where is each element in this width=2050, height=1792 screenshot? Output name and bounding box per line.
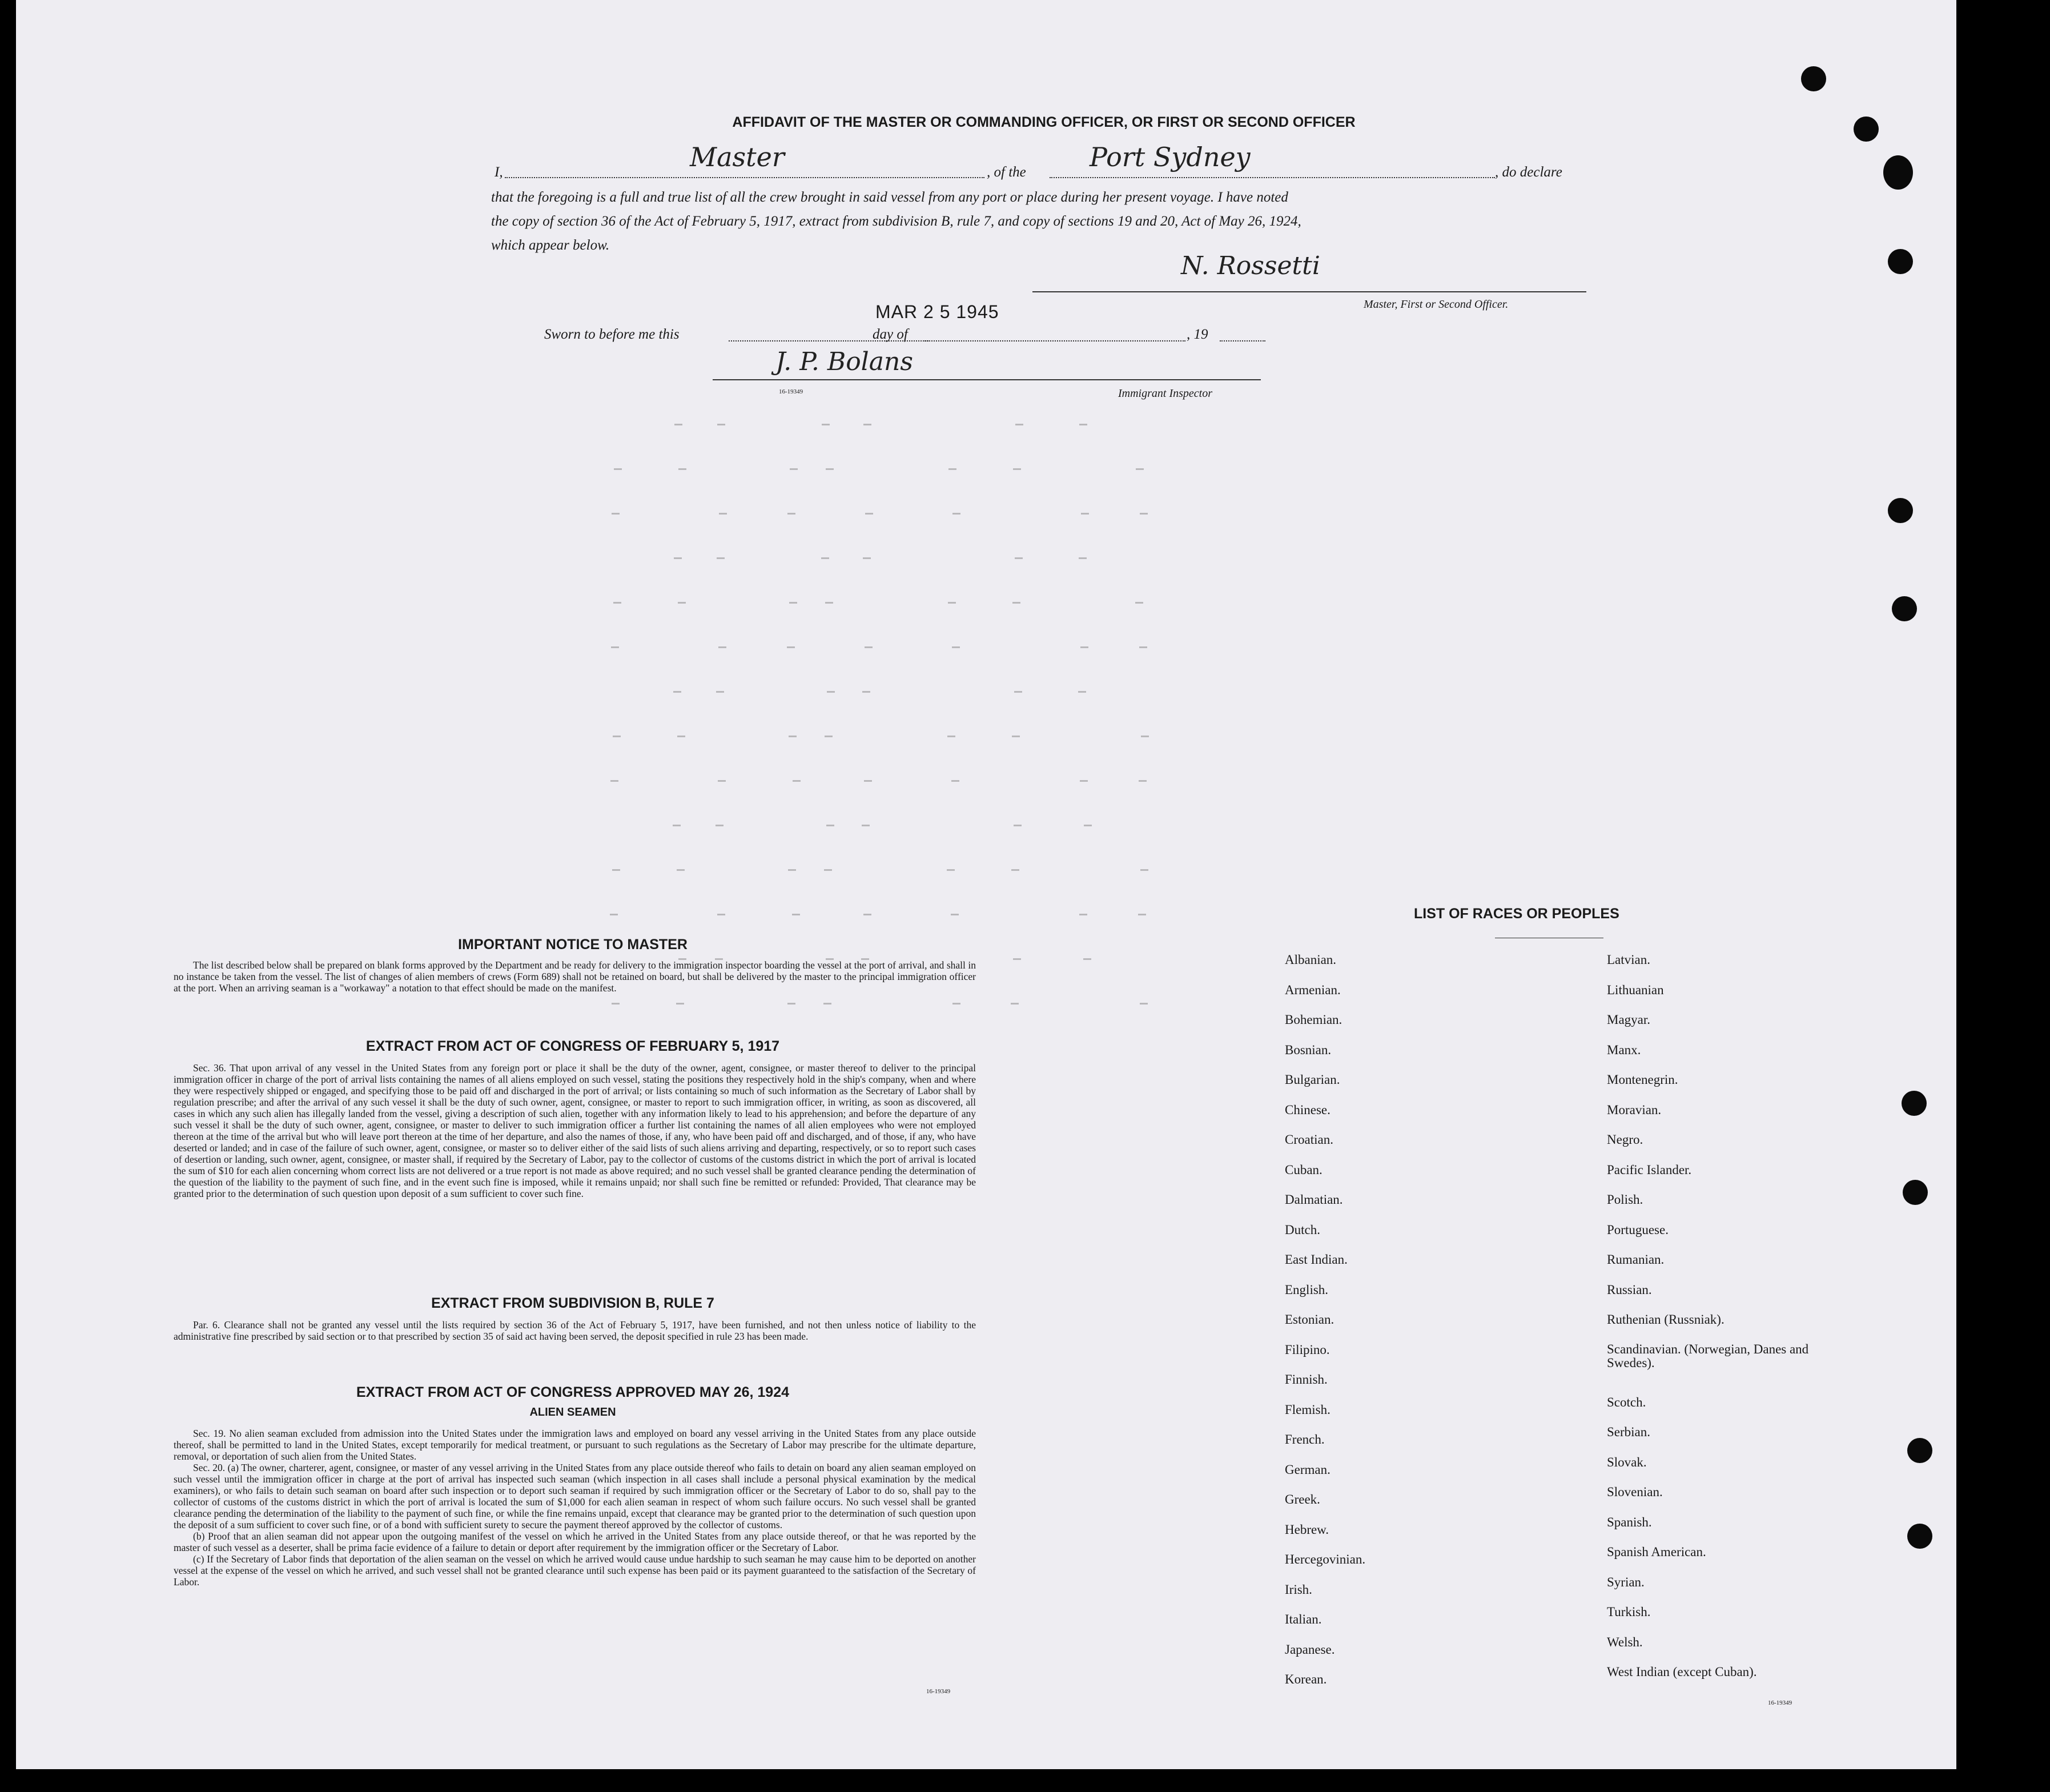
punch-hole: [1907, 1524, 1932, 1549]
sec36-paragraph: Sec. 36. That upon arrival of any vessel in the United States from any foreign port or place it shall be the duty of the owner, agent, consignee, or master thereof to deliver to the principal immigration officer in charge of the port of arrival lists containing the names of all aliens employed on such vessel, stating the positions they respectively hold in the ship's company, when and where they were respectively shipped or engaged, and specifying those to be paid off and discharged in the port of arrival; or lists containing so much of such information as the Secretary of Labor shall by regulation prescribe; and after the arrival of any such vessel it shall be the duty of such owner, agent, consignee, or master to report to such immigration officer, in writing, as soon as discovered, all cases in which any such alien has illegally landed from the vessel, giving a description of such alien, together with any information likely to lead to his apprehension; and before the departure of any such vessel it shall be the duty of such owner, agent, consignee, or master to deliver to such immigration officer a further list containing the names of all alien employees who were not employed thereon at the time of the arrival but who will leave port thereon at the time of her departure, and also the names of those, if any, who have been paid off and discharged, and of those, if any, who have deserted or landed; and in case of the failure of such owner, agent, consignee, or master so to deliver either of the said lists of such aliens arriving and departing, respectively, or so to report such cases of desertion or landing, such owner, agent, consignee, or master shall, if required by the Secretary of Labor, pay to the collector of customs of the customs district in which the port of arrival is located the sum of $10 for each alien concerning whom correct lists are not delivered or a true report is not made as above required; and no such vessel shall be granted clearance pending the determination of the question of the liability to the payment of such fine, and in the event such fine is imposed, while it remains unpaid; nor shall such fine be remitted or refunded: Provided, That clearance may be granted prior to the determination of such question upon deposit of a sum sufficient to cover such fine.: [174, 1062, 976, 1199]
race-item: Italian.: [1285, 1612, 1322, 1626]
inspector-caption: Immigrant Inspector: [1118, 387, 1212, 400]
punch-hole: [1892, 596, 1917, 621]
bleed-mark: [716, 825, 723, 826]
bleed-mark: [1136, 468, 1144, 470]
do-declare-label: , do declare: [1495, 164, 1562, 180]
race-item: Latvian.: [1607, 953, 1650, 967]
bleed-mark: [718, 780, 726, 782]
bleed-mark: [825, 602, 833, 604]
bleed-mark: [1140, 513, 1148, 515]
bleed-mark: [718, 646, 726, 648]
bleed-mark: [865, 513, 873, 515]
bleed-mark: [1079, 557, 1087, 559]
bleed-mark: [862, 691, 870, 693]
race-item: Slovenian.: [1607, 1485, 1663, 1499]
race-item: West Indian (except Cuban).: [1607, 1665, 1757, 1679]
bleed-mark: [789, 736, 797, 737]
form-number: 16-19349: [926, 1688, 951, 1695]
alien-seamen-subtitle: ALIEN SEAMEN: [529, 1406, 616, 1419]
bleed-mark: [1013, 468, 1021, 470]
bleed-mark: [1080, 780, 1088, 782]
bleed-mark: [677, 869, 685, 871]
race-item: Spanish American.: [1607, 1545, 1706, 1559]
bleed-mark: [612, 869, 620, 871]
bleed-mark: [1135, 602, 1143, 604]
par6-paragraph: Par. 6. Clearance shall not be granted any vessel until the lists required by section 36 of the Act of February 5, 1917, have been furnished, and not then unless notice of liability to the administrative fine prescribed by said section or to that prescribed by section 35 of said act having been served, the deposit specified in rule 23 has been made.: [174, 1319, 976, 1342]
master-signature: N. Rossetti: [1181, 251, 1320, 280]
day-of-label: day of: [873, 327, 908, 342]
punch-hole: [1903, 1180, 1928, 1205]
race-item: Chinese.: [1285, 1102, 1331, 1117]
punch-hole: [1907, 1438, 1932, 1463]
bleed-mark: [862, 825, 870, 826]
race-item: Finnish.: [1285, 1372, 1328, 1387]
affidavit-body-2: the copy of section 36 of the Act of February 5, 1917, extract from subdivision B, rule 7, and copy of sections 19 and 20, Act of May 26, 1924,: [491, 214, 1301, 229]
bleed-mark: [827, 691, 835, 693]
race-item: Croatian.: [1285, 1132, 1333, 1147]
bleed-mark: [1079, 424, 1087, 425]
form-number: 16-19349: [1768, 1699, 1792, 1706]
punch-hole: [1883, 155, 1913, 190]
race-item: Albanian.: [1285, 953, 1337, 967]
bleed-mark: [790, 468, 798, 470]
bleed-mark: [1083, 958, 1091, 960]
bleed-mark: [952, 513, 960, 515]
bleed-mark: [1078, 691, 1086, 693]
sworn-month-line: [923, 340, 1185, 341]
bleed-mark: [863, 557, 871, 559]
race-item: Greek.: [1285, 1492, 1320, 1506]
name-handwritten: Master: [690, 142, 785, 172]
bleed-mark: [1138, 914, 1146, 915]
race-item: Spanish.: [1607, 1514, 1652, 1529]
extract-rule7-title: EXTRACT FROM SUBDIVISION B, RULE 7: [431, 1295, 714, 1311]
bleed-mark: [823, 1003, 831, 1005]
bleed-mark: [1013, 958, 1021, 960]
bleed-mark: [787, 513, 795, 515]
race-item: Hebrew.: [1285, 1522, 1329, 1537]
bleed-mark: [1140, 869, 1148, 871]
extract-1917-text: [174, 1062, 976, 1199]
bleed-mark: [792, 914, 800, 915]
bleed-mark: [613, 602, 621, 604]
bleed-mark: [822, 424, 830, 425]
race-item: Bulgarian.: [1285, 1072, 1340, 1087]
punch-hole: [1801, 66, 1826, 91]
bleed-mark: [717, 914, 725, 915]
bleed-mark: [1014, 691, 1022, 693]
race-item: Montenegrin.: [1607, 1072, 1678, 1087]
sec20c-paragraph: (c) If the Secretary of Labor finds that deportation of the alien seaman on the vessel on which he arrived would cause undue hardship to such seaman he may cause him to be deported on another vessel at the expense of the vessel on which he arrived, and such vessel shall not be granted clearance until such expense has been paid or its payment guaranteed to the satisfaction of the Secretary of Labor.: [174, 1553, 976, 1588]
race-item: Lithuanian: [1607, 982, 1664, 997]
bleed-mark: [610, 914, 618, 915]
race-item: Ruthenian (Russniak).: [1607, 1312, 1725, 1327]
document-page: [16, 0, 1956, 1769]
bleed-mark: [717, 424, 725, 425]
bleed-mark: [1139, 780, 1147, 782]
race-item: Hercegovinian.: [1285, 1552, 1366, 1566]
bleed-mark: [611, 646, 619, 648]
races-title: LIST OF RACES OR PEOPLES: [1414, 906, 1619, 922]
bleed-mark: [788, 869, 796, 871]
i-label: I,: [495, 164, 503, 180]
punch-hole: [1888, 498, 1913, 523]
sec20a-paragraph: Sec. 20. (a) The owner, charterer, agent, consignee, or master of any vessel arriving in the United States from any place outside thereof who fails to detain on board any alien seaman employed on such vessel until the immigration officer in charge at the port of arrival has inspected such seaman (which inspection in all cases shall include a personal physical examination by the medical examiners), or who fails to detain such seaman on board after such inspection or to deport such seaman if required by such immigration officer or the Secretary of Labor to do so, shall pay to the collector of customs of the customs district in which the port of arrival is located the sum of $1,000 for each alien seaman in respect of whom such failure occurs. No such vessel shall be granted clearance pending the determination of the liability to the payment of such fine, or while the fine remains unpaid, except that clearance may be granted prior to the determination of such question upon the deposit of a sum sufficient to cover such fine, or of a bond with sufficient surety to secure the payment thereof approved by the collector of customs.: [174, 1462, 976, 1530]
sworn-label: Sworn to before me this: [544, 327, 680, 342]
extract-rule7-text: [174, 1319, 976, 1342]
bleed-mark: [787, 646, 795, 648]
bleed-mark: [613, 736, 621, 737]
bleed-mark: [1079, 914, 1087, 915]
race-item: German.: [1285, 1462, 1331, 1477]
affidavit-body-1: that the foregoing is a full and true list of all the crew brought in said vessel from any port or place during her present voyage. I have noted: [491, 190, 1288, 205]
date-stamp: MAR 2 5 1945: [875, 302, 999, 322]
sec19-paragraph: Sec. 19. No alien seaman excluded from admission into the United States under the immigration laws and employed on board any vessel arriving in the United States from any place outside thereof, shall be permitted to land in the United States, except temporarily for medical treatment, or pursuant to such regulations as the Secretary of Labor may prescribe for the ultimate departure, removal, or deportation of such alien from the United States.: [174, 1428, 976, 1462]
race-item: Irish.: [1285, 1582, 1312, 1597]
race-item: Dutch.: [1285, 1222, 1320, 1237]
bleed-mark: [614, 468, 622, 470]
bleed-mark: [951, 780, 959, 782]
punch-hole: [1888, 249, 1913, 274]
races-column-1: [1285, 953, 1365, 1702]
race-item: East Indian.: [1285, 1252, 1348, 1267]
inspector-line: [713, 379, 1261, 380]
bleed-mark: [677, 736, 685, 737]
punch-hole: [1902, 1091, 1927, 1116]
race-item: Flemish.: [1285, 1402, 1331, 1417]
race-item: Estonian.: [1285, 1312, 1334, 1327]
bleed-mark: [947, 736, 955, 737]
bleed-mark: [821, 557, 829, 559]
extract-1924-text: [174, 1428, 976, 1588]
notice-text: [174, 959, 976, 994]
bleed-mark: [719, 513, 727, 515]
extract-1917-title: EXTRACT FROM ACT OF CONGRESS OF FEBRUARY 5, 1917: [365, 1038, 780, 1054]
bleed-mark: [678, 602, 686, 604]
bleed-mark: [952, 646, 960, 648]
bleed-mark: [1139, 646, 1147, 648]
race-item: Portuguese.: [1607, 1222, 1669, 1237]
signature-caption: Master, First or Second Officer.: [1364, 298, 1509, 311]
bleed-mark: [864, 780, 872, 782]
race-item: Scandinavian. (Norwegian, Danes and Swedes).: [1607, 1341, 1809, 1370]
year-label: , 19: [1187, 327, 1208, 342]
bleed-mark: [676, 1003, 684, 1005]
bleed-mark: [678, 468, 686, 470]
race-item: Bosnian.: [1285, 1042, 1332, 1057]
race-item: Welsh.: [1607, 1634, 1643, 1649]
notice-title: IMPORTANT NOTICE TO MASTER: [458, 937, 688, 953]
race-item: Japanese.: [1285, 1642, 1335, 1657]
race-item: Pacific Islander.: [1607, 1162, 1692, 1177]
inspector-signature: J. P. Bolans: [775, 347, 913, 376]
bleed-mark: [1011, 1003, 1019, 1005]
affidavit-title: AFFIDAVIT OF THE MASTER OR COMMANDING OFFICER, OR FIRST OR SECOND OFFICER: [732, 114, 1356, 130]
race-item: Cuban.: [1285, 1162, 1323, 1177]
race-item: Filipino.: [1285, 1342, 1330, 1357]
bleed-mark: [1011, 869, 1019, 871]
bleed-mark: [1080, 646, 1088, 648]
race-item: Turkish.: [1607, 1605, 1651, 1619]
bleed-mark: [863, 914, 871, 915]
form-number: 16-19349: [779, 388, 803, 395]
race-item: Negro.: [1607, 1132, 1643, 1147]
punch-hole: [1854, 116, 1879, 142]
bleed-mark: [1084, 825, 1092, 826]
vessel-handwritten: Port Sydney: [1090, 142, 1251, 172]
bleed-mark: [610, 780, 618, 782]
bleed-mark: [1012, 602, 1020, 604]
race-item: Manx.: [1607, 1042, 1641, 1057]
bleed-mark: [1015, 424, 1023, 425]
race-item: Magyar.: [1607, 1012, 1651, 1027]
race-item: Dalmatian.: [1285, 1192, 1343, 1207]
race-item: French.: [1285, 1432, 1325, 1447]
races-column-2: [1607, 953, 1835, 1695]
race-item: Armenian.: [1285, 982, 1341, 997]
notice-paragraph: The list described below shall be prepared on blank forms approved by the Department and be ready for delivery to the immigration inspector boarding the vessel at the port of arrival, and shall in no instance be taken from the vessel. The list of changes of alien members of crews (Form 689) shall not be retained on board, but shall be delivered by the master to the principal immigration officer at the port. When an arriving seaman is a "workaway" a notation to that effect should be made on the manifest.: [174, 959, 976, 994]
bleed-mark: [1141, 736, 1149, 737]
bleed-mark: [674, 424, 682, 425]
bleed-mark: [1012, 736, 1020, 737]
race-item: Syrian.: [1607, 1574, 1645, 1589]
bleed-mark: [865, 646, 873, 648]
bleed-mark: [674, 557, 682, 559]
race-item: Bohemian.: [1285, 1012, 1342, 1027]
race-item: Serbian.: [1607, 1425, 1651, 1439]
of-the-label: , of the: [987, 164, 1026, 180]
bleed-mark: [673, 825, 681, 826]
affidavit-body-3: which appear below.: [491, 238, 610, 253]
bleed-mark: [826, 468, 834, 470]
bleed-mark: [793, 780, 801, 782]
bleed-mark: [716, 691, 724, 693]
bleed-mark: [612, 1003, 620, 1005]
bleed-mark: [1014, 825, 1022, 826]
bleed-mark: [863, 424, 871, 425]
bleed-mark: [673, 691, 681, 693]
bleed-mark: [717, 557, 725, 559]
bleed-mark: [825, 736, 833, 737]
race-item: English.: [1285, 1282, 1329, 1297]
vessel-line: [1050, 177, 1495, 178]
name-line: [505, 177, 984, 178]
bleed-mark: [948, 468, 956, 470]
race-item: Russian.: [1607, 1282, 1652, 1297]
bleed-mark: [826, 825, 834, 826]
bleed-mark: [1081, 513, 1089, 515]
bleed-mark: [612, 513, 620, 515]
race-item: Polish.: [1607, 1192, 1643, 1207]
race-item: Slovak.: [1607, 1455, 1647, 1469]
race-item: Rumanian.: [1607, 1252, 1665, 1267]
bleed-mark: [824, 869, 832, 871]
sworn-year-line: [1220, 340, 1265, 341]
sec20b-paragraph: (b) Proof that an alien seaman did not appear upon the outgoing manifest of the vessel on which he arrived in the United States from any place outside thereof, or that he was reported by the master of such vessel as a deserter, shall be prima facie evidence of a failure to detain or deport after requirement by the immigration officer or the Secretary of Labor.: [174, 1530, 976, 1553]
bleed-mark: [1015, 557, 1023, 559]
bleed-mark: [1140, 1003, 1148, 1005]
race-item: Scotch.: [1607, 1395, 1646, 1409]
signature-line: [1032, 291, 1586, 292]
bleed-mark: [948, 602, 956, 604]
bleed-mark: [787, 1003, 795, 1005]
extract-1924-title: EXTRACT FROM ACT OF CONGRESS APPROVED MAY 26, 1924: [356, 1384, 790, 1400]
bleed-mark: [951, 914, 959, 915]
race-item: Moravian.: [1607, 1102, 1662, 1117]
bleed-mark: [947, 869, 955, 871]
bleed-mark: [952, 1003, 960, 1005]
race-item: Korean.: [1285, 1672, 1327, 1686]
bleed-mark: [789, 602, 797, 604]
